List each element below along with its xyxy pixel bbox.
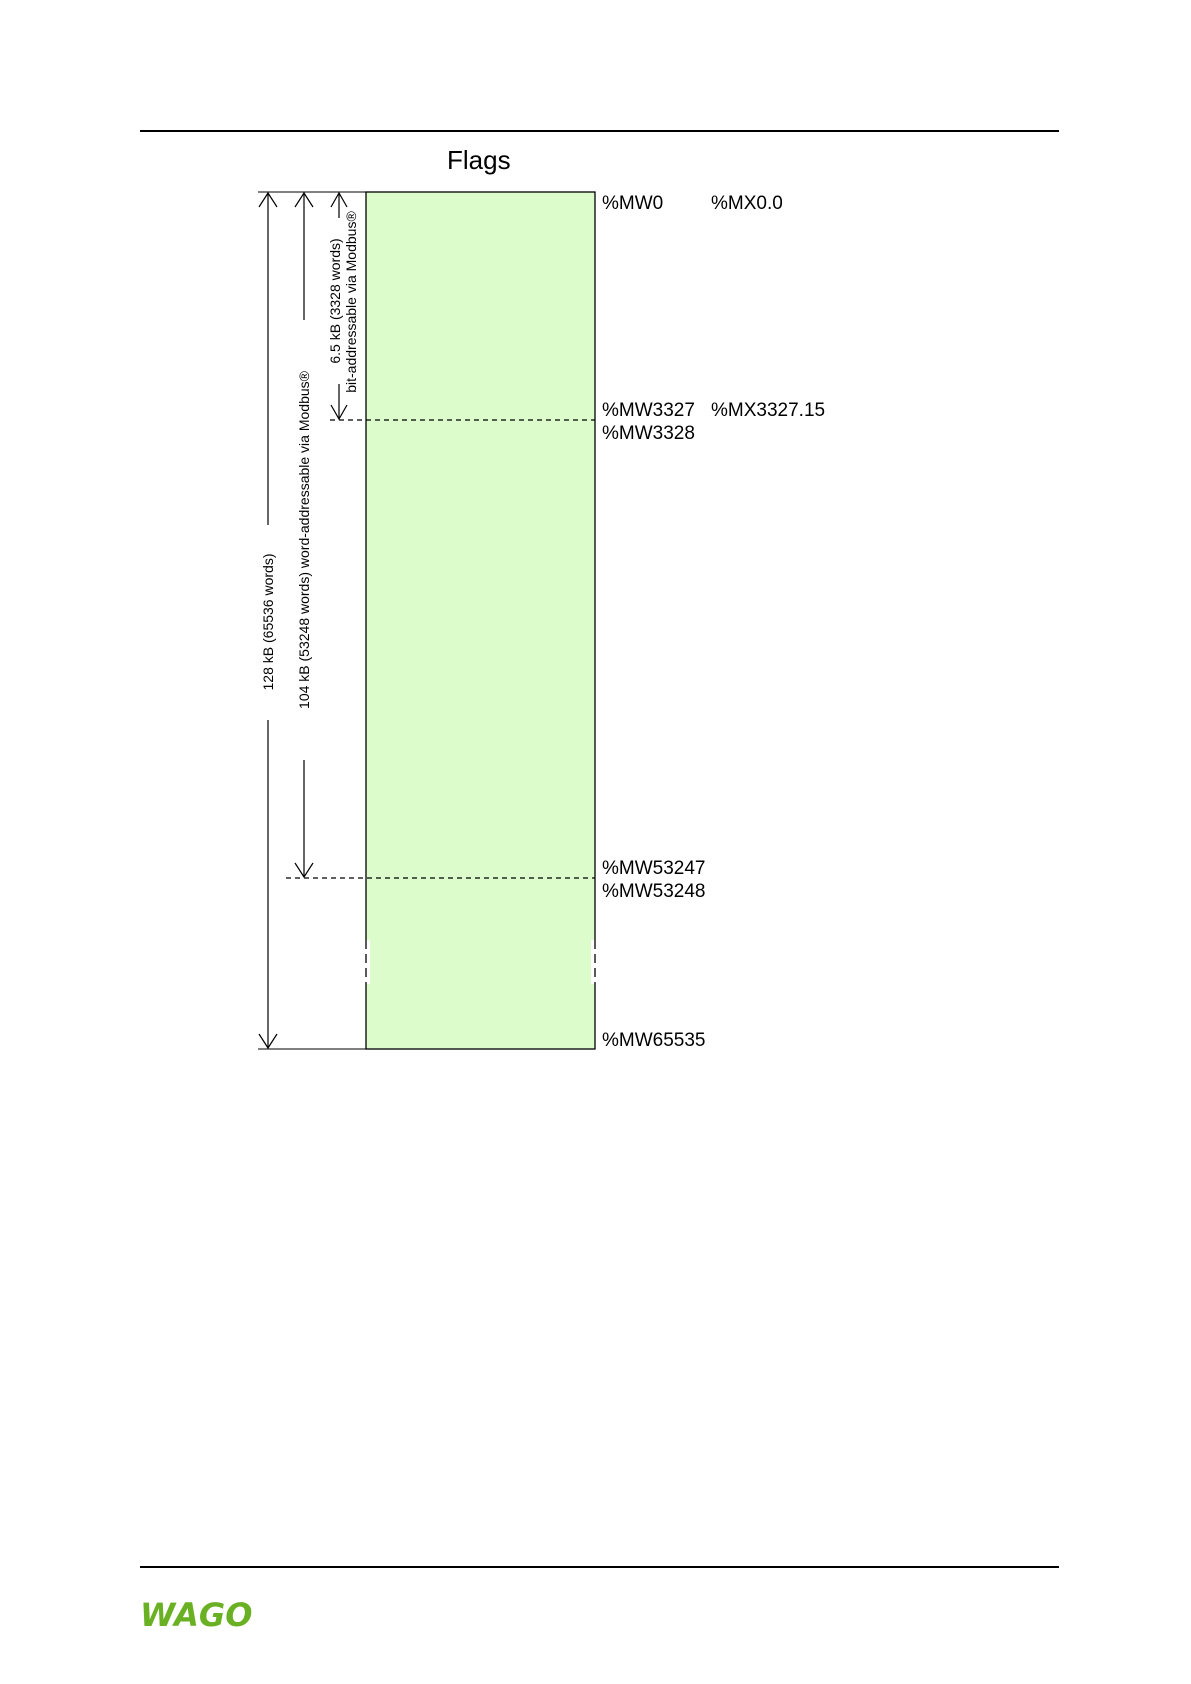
diagram-title: Flags: [447, 145, 511, 175]
total-size-label: 128 kB (65536 words): [260, 553, 276, 691]
flags-memory-block: [366, 192, 595, 1049]
label-mx3327: %MX3327.15: [711, 400, 826, 421]
footer-rule: [140, 1566, 1059, 1568]
wago-logo-text: WAGO: [140, 1598, 253, 1630]
label-mw3327: %MW3327: [602, 400, 695, 421]
label-mw53247: %MW53247: [602, 858, 706, 879]
label-mw3328: %MW3328: [602, 423, 695, 444]
word-addressable-label: 104 kB (53248 words) word-addressable via Modbus®: [296, 371, 312, 709]
label-mx0: %MX0.0: [711, 193, 783, 214]
label-mw65535: %MW65535: [602, 1030, 706, 1051]
label-mw53248: %MW53248: [602, 881, 706, 902]
label-mw0: %MW0: [602, 193, 664, 214]
wago-logo: [140, 1598, 258, 1630]
bit-addressable-label: bit-addressable via Modbus®: [343, 211, 359, 393]
bit-size-label: 6.5 kB (3328 words): [327, 238, 343, 364]
